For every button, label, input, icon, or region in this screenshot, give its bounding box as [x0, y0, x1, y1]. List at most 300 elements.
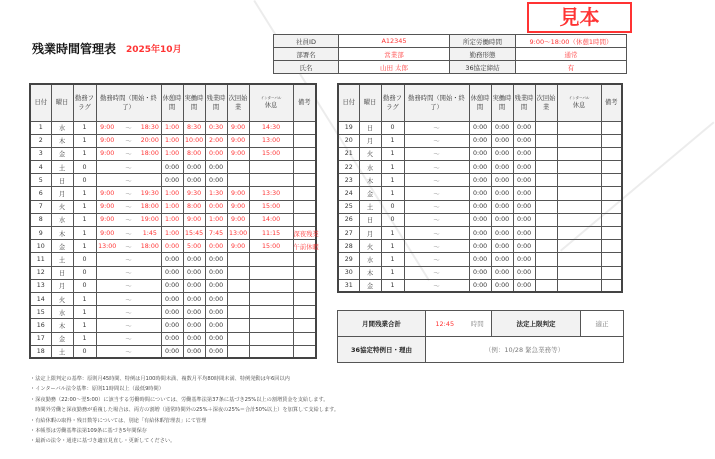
table-row — [30, 306, 316, 319]
work-flag-cell: 1 — [381, 240, 404, 253]
break-cell: 0:00 — [161, 266, 183, 279]
start-time-cell: 13:00 — [96, 240, 118, 253]
next-start-cell — [227, 292, 249, 305]
next-start-cell — [227, 319, 249, 332]
info-label: 氏名 — [274, 61, 339, 74]
start-time-cell: 9:00 — [96, 187, 118, 200]
tilde-cell: ～ — [118, 279, 139, 292]
actual-cell: 8:30 — [183, 121, 205, 134]
col-interval — [557, 84, 601, 121]
day-cell: 19 — [338, 121, 359, 134]
monthly-overtime-unit: 時間 — [464, 311, 492, 337]
next-start-cell — [535, 253, 557, 266]
overtime-cell: 1:00 — [205, 213, 227, 226]
end-time-cell: 18:30 — [139, 121, 161, 134]
day-cell: 4 — [30, 161, 51, 174]
tilde-cell: ～ — [426, 161, 447, 174]
actual-cell: 0:00 — [183, 279, 205, 292]
weekday-cell: 金 — [359, 187, 381, 200]
tilde-cell: ～ — [118, 266, 139, 279]
work-flag-cell: 1 — [73, 227, 96, 240]
start-time-cell: 9:00 — [96, 134, 118, 147]
start-time-cell — [404, 200, 426, 213]
next-start-cell — [227, 174, 249, 187]
break-cell: 0:00 — [161, 253, 183, 266]
actual-cell: 0:00 — [491, 240, 513, 253]
weekday-cell: 木 — [51, 227, 73, 240]
info-label: 社員ID — [274, 35, 339, 48]
next-start-cell — [535, 134, 557, 147]
tilde-cell: ～ — [118, 161, 139, 174]
tilde-cell: ～ — [118, 306, 139, 319]
overtime-cell: 0:00 — [513, 227, 535, 240]
next-start-cell — [227, 306, 249, 319]
interval-cell — [249, 279, 293, 292]
actual-cell: 0:00 — [183, 161, 205, 174]
next-start-cell — [535, 227, 557, 240]
work-flag-cell: 1 — [73, 147, 96, 160]
actual-cell: 0:00 — [491, 161, 513, 174]
start-time-cell: 9:00 — [96, 227, 118, 240]
start-time-cell — [96, 332, 118, 345]
end-time-cell — [447, 253, 469, 266]
weekday-cell: 火 — [359, 240, 381, 253]
table-row — [338, 174, 622, 187]
note-cell — [601, 161, 622, 174]
tilde-cell: ～ — [426, 213, 447, 226]
overtime-cell: 0:00 — [205, 240, 227, 253]
note-cell — [601, 213, 622, 226]
break-cell: 0:00 — [161, 161, 183, 174]
interval-cell — [557, 121, 601, 134]
day-cell: 5 — [30, 174, 51, 187]
attendance-table-left — [29, 83, 317, 359]
next-start-cell — [535, 240, 557, 253]
break-cell: 1:00 — [161, 227, 183, 240]
work-flag-cell: 1 — [73, 306, 96, 319]
next-start-cell — [227, 253, 249, 266]
start-time-cell — [96, 279, 118, 292]
next-start-cell — [535, 279, 557, 292]
break-cell: 0:00 — [469, 121, 491, 134]
work-flag-cell: 1 — [73, 121, 96, 134]
start-time-cell — [404, 121, 426, 134]
actual-cell: 0:00 — [491, 227, 513, 240]
actual-cell: 8:00 — [183, 200, 205, 213]
weekday-cell: 木 — [51, 134, 73, 147]
employee-info-table — [273, 34, 627, 74]
note-cell — [293, 121, 316, 134]
tilde-cell: ～ — [118, 174, 139, 187]
tilde-cell: ～ — [426, 147, 447, 160]
note-cell — [293, 213, 316, 226]
col-day: 日付 — [338, 84, 359, 121]
work-flag-cell: 0 — [73, 279, 96, 292]
interval-cell — [557, 227, 601, 240]
day-cell: 28 — [338, 240, 359, 253]
interval-cell: 13:00 — [249, 134, 293, 147]
table-row — [30, 227, 316, 240]
actual-cell: 0:00 — [491, 174, 513, 187]
info-value: 9:00～18:00（休憩1時間） — [516, 35, 627, 48]
end-time-cell: 1:45 — [139, 227, 161, 240]
interval-cell — [249, 306, 293, 319]
note-cell — [293, 292, 316, 305]
tilde-cell: ～ — [118, 227, 139, 240]
break-cell: 0:00 — [469, 279, 491, 292]
break-cell: 0:00 — [469, 266, 491, 279]
note-cell: 深夜残業 — [293, 227, 316, 240]
next-start-cell — [227, 332, 249, 345]
tilde-cell: ～ — [426, 174, 447, 187]
start-time-cell — [96, 161, 118, 174]
work-flag-cell: 1 — [381, 266, 404, 279]
table-row — [30, 319, 316, 332]
next-start-cell — [535, 161, 557, 174]
work-flag-cell: 1 — [73, 213, 96, 226]
overtime-cell: 0:00 — [205, 319, 227, 332]
table-row — [338, 134, 622, 147]
info-label: 36協定締結 — [450, 61, 516, 74]
note-cell — [601, 266, 622, 279]
col-overtime: 残業時間 — [513, 84, 535, 121]
note-cell — [601, 279, 622, 292]
overtime-cell: 7:45 — [205, 227, 227, 240]
interval-cell — [557, 213, 601, 226]
weekday-cell: 水 — [51, 213, 73, 226]
table-row — [30, 147, 316, 160]
interval-cell — [557, 134, 601, 147]
day-cell: 9 — [30, 227, 51, 240]
break-cell: 0:00 — [469, 240, 491, 253]
interval-cell — [249, 345, 293, 358]
note-cell — [293, 253, 316, 266]
next-start-cell: 9:00 — [227, 134, 249, 147]
table-row — [30, 161, 316, 174]
weekday-cell: 水 — [359, 161, 381, 174]
note-cell — [293, 279, 316, 292]
break-cell: 0:00 — [469, 253, 491, 266]
overtime-cell: 0:00 — [513, 147, 535, 160]
end-time-cell — [139, 332, 161, 345]
interval-cell — [249, 266, 293, 279]
end-time-cell: 18:00 — [139, 200, 161, 213]
end-time-cell — [447, 227, 469, 240]
overtime-cell: 0:00 — [513, 134, 535, 147]
col-note: 備考 — [293, 84, 316, 121]
interval-cell: 15:00 — [249, 240, 293, 253]
note-cell — [601, 187, 622, 200]
table-row — [338, 213, 622, 226]
next-start-cell — [535, 266, 557, 279]
next-start-cell — [535, 187, 557, 200]
tilde-cell: ～ — [426, 121, 447, 134]
info-label: 部署名 — [274, 48, 339, 61]
break-cell: 0:00 — [161, 345, 183, 358]
table-row — [30, 253, 316, 266]
tilde-cell: ～ — [118, 240, 139, 253]
col-interval — [249, 84, 293, 121]
note-line: ・最新の法令・通達に基づき適宜見直し・更新してください。 — [30, 438, 176, 445]
day-cell: 10 — [30, 240, 51, 253]
work-flag-cell: 1 — [381, 227, 404, 240]
tilde-cell: ～ — [118, 292, 139, 305]
table-row — [30, 200, 316, 213]
weekday-cell: 水 — [359, 253, 381, 266]
interval-cell — [557, 253, 601, 266]
day-cell: 30 — [338, 266, 359, 279]
summary-table — [337, 310, 624, 363]
tilde-cell: ～ — [426, 227, 447, 240]
work-flag-cell: 0 — [381, 213, 404, 226]
day-cell: 3 — [30, 147, 51, 160]
note-cell — [293, 147, 316, 160]
tilde-cell: ～ — [426, 279, 447, 292]
legal-limit-label: 法定上限判定 — [492, 311, 581, 337]
end-time-cell: 20:00 — [139, 134, 161, 147]
info-label: 所定労働時間 — [450, 35, 516, 48]
work-flag-cell: 1 — [381, 253, 404, 266]
table-row — [338, 279, 622, 292]
day-cell: 17 — [30, 332, 51, 345]
actual-cell: 0:00 — [183, 266, 205, 279]
overtime-cell: 0:30 — [205, 121, 227, 134]
interval-cell — [249, 332, 293, 345]
work-flag-cell: 0 — [73, 345, 96, 358]
col-flag: 勤務フラグ — [73, 84, 96, 121]
day-cell: 29 — [338, 253, 359, 266]
table-row — [30, 187, 316, 200]
weekday-cell: 金 — [51, 240, 73, 253]
break-cell: 1:00 — [161, 147, 183, 160]
overtime-cell: 0:00 — [205, 253, 227, 266]
break-cell: 0:00 — [161, 279, 183, 292]
day-cell: 15 — [30, 306, 51, 319]
day-cell: 8 — [30, 213, 51, 226]
work-flag-cell: 0 — [73, 174, 96, 187]
info-value: A12345 — [339, 35, 450, 48]
next-start-cell — [227, 279, 249, 292]
actual-cell: 0:00 — [183, 306, 205, 319]
overtime-cell: 0:00 — [513, 187, 535, 200]
end-time-cell — [447, 279, 469, 292]
start-time-cell — [404, 134, 426, 147]
day-cell: 21 — [338, 147, 359, 160]
actual-cell: 8:00 — [183, 147, 205, 160]
overtime-cell: 0:00 — [513, 279, 535, 292]
day-cell: 7 — [30, 200, 51, 213]
break-cell: 0:00 — [161, 306, 183, 319]
actual-cell: 0:00 — [183, 292, 205, 305]
table-row — [338, 161, 622, 174]
end-time-cell — [447, 187, 469, 200]
interval-cell — [557, 174, 601, 187]
month-label: 2025年10月 — [126, 45, 182, 55]
special-day-label: 36協定特例日・理由 — [338, 337, 426, 363]
weekday-cell: 日 — [51, 266, 73, 279]
next-start-cell: 9:00 — [227, 147, 249, 160]
actual-cell: 0:00 — [491, 200, 513, 213]
day-cell: 18 — [30, 345, 51, 358]
day-cell: 16 — [30, 319, 51, 332]
start-time-cell: 9:00 — [96, 213, 118, 226]
work-flag-cell: 1 — [381, 279, 404, 292]
weekday-cell: 土 — [51, 253, 73, 266]
sample-stamp: 見本 — [527, 2, 632, 33]
table-row — [338, 266, 622, 279]
interval-cell — [557, 147, 601, 160]
note-cell — [293, 200, 316, 213]
header-row — [338, 84, 622, 121]
start-time-cell — [404, 227, 426, 240]
start-time-cell — [96, 253, 118, 266]
table-row — [30, 332, 316, 345]
note-cell — [601, 121, 622, 134]
day-cell: 22 — [338, 161, 359, 174]
end-time-cell — [139, 345, 161, 358]
work-flag-cell: 1 — [73, 319, 96, 332]
col-interval-small: インターバル — [568, 95, 590, 100]
interval-cell — [557, 240, 601, 253]
col-flag: 勤務フラグ — [381, 84, 404, 121]
work-flag-cell: 1 — [381, 187, 404, 200]
day-cell: 20 — [338, 134, 359, 147]
end-time-cell — [447, 147, 469, 160]
actual-cell: 0:00 — [183, 174, 205, 187]
overtime-cell: 0:00 — [205, 306, 227, 319]
break-cell: 0:00 — [161, 240, 183, 253]
weekday-cell: 火 — [51, 200, 73, 213]
col-work-time: 勤務時間（開始・終了） — [404, 84, 469, 121]
info-value: 営業部 — [339, 48, 450, 61]
note-cell — [293, 332, 316, 345]
next-start-cell — [535, 147, 557, 160]
break-cell: 0:00 — [469, 147, 491, 160]
table-row — [30, 121, 316, 134]
day-cell: 12 — [30, 266, 51, 279]
actual-cell: 0:00 — [491, 266, 513, 279]
end-time-cell — [447, 174, 469, 187]
col-next-start: 次回始業 — [227, 84, 249, 121]
work-flag-cell: 0 — [73, 253, 96, 266]
weekday-cell: 月 — [359, 227, 381, 240]
day-cell: 31 — [338, 279, 359, 292]
work-flag-cell: 1 — [381, 174, 404, 187]
start-time-cell — [96, 174, 118, 187]
table-row — [30, 279, 316, 292]
special-day-value: （例：10/28 緊急業務等） — [426, 337, 624, 363]
note-line: ・法定上限判定の基準：原則月45時間、特例は月100時間未満、複数月平均80時間未満、特例発動は年6回以内 — [30, 376, 290, 382]
break-cell: 0:00 — [469, 134, 491, 147]
weekday-cell: 金 — [359, 279, 381, 292]
table-row — [338, 253, 622, 266]
tilde-cell: ～ — [426, 253, 447, 266]
table-row — [30, 292, 316, 305]
weekday-cell: 月 — [51, 187, 73, 200]
note-line: ・本帳票は労働基準法第109条に基づき5年間保存 — [30, 428, 147, 435]
end-time-cell — [139, 319, 161, 332]
interval-cell: 14:00 — [249, 213, 293, 226]
col-break: 休憩時間 — [161, 84, 183, 121]
weekday-cell: 月 — [359, 134, 381, 147]
end-time-cell — [139, 266, 161, 279]
day-cell: 11 — [30, 253, 51, 266]
tilde-cell: ～ — [118, 253, 139, 266]
note-cell — [293, 174, 316, 187]
break-cell: 1:00 — [161, 121, 183, 134]
start-time-cell — [404, 161, 426, 174]
tilde-cell: ～ — [426, 134, 447, 147]
interval-cell — [249, 253, 293, 266]
note-line: ・有給休暇の取得・残日数等については、別途「有給休暇管理表」にて管理 — [30, 417, 207, 424]
info-row — [274, 48, 627, 61]
info-label: 勤務形態 — [450, 48, 516, 61]
table-row — [30, 240, 316, 253]
start-time-cell: 9:00 — [96, 121, 118, 134]
note-cell — [293, 345, 316, 358]
tilde-cell: ～ — [118, 147, 139, 160]
actual-cell: 9:30 — [183, 187, 205, 200]
end-time-cell — [139, 279, 161, 292]
interval-cell — [249, 161, 293, 174]
interval-cell — [557, 200, 601, 213]
day-cell: 24 — [338, 187, 359, 200]
day-cell: 13 — [30, 279, 51, 292]
note-cell — [601, 134, 622, 147]
actual-cell: 0:00 — [183, 253, 205, 266]
interval-cell — [249, 174, 293, 187]
tilde-cell: ～ — [118, 187, 139, 200]
break-cell: 1:00 — [161, 134, 183, 147]
actual-cell: 0:00 — [183, 319, 205, 332]
next-start-cell — [535, 174, 557, 187]
interval-cell — [249, 319, 293, 332]
header-row — [30, 84, 316, 121]
overtime-cell: 0:00 — [513, 161, 535, 174]
interval-cell — [249, 292, 293, 305]
overtime-cell: 0:00 — [205, 332, 227, 345]
work-flag-cell: 1 — [381, 147, 404, 160]
actual-cell: 0:00 — [491, 187, 513, 200]
tilde-cell: ～ — [118, 332, 139, 345]
col-break: 休憩時間 — [469, 84, 491, 121]
note-cell — [293, 161, 316, 174]
actual-cell: 0:00 — [491, 147, 513, 160]
work-flag-cell: 1 — [73, 187, 96, 200]
note-cell — [601, 253, 622, 266]
actual-cell: 0:00 — [491, 213, 513, 226]
interval-cell: 14:30 — [249, 121, 293, 134]
overtime-cell: 1:30 — [205, 187, 227, 200]
end-time-cell — [447, 134, 469, 147]
break-cell: 0:00 — [161, 174, 183, 187]
col-work-time: 勤務時間（開始・終了） — [96, 84, 161, 121]
table-row — [338, 200, 622, 213]
col-dow: 曜日 — [359, 84, 381, 121]
overtime-cell: 0:00 — [205, 279, 227, 292]
weekday-cell: 日 — [359, 213, 381, 226]
end-time-cell — [139, 253, 161, 266]
overtime-cell: 0:00 — [513, 266, 535, 279]
actual-cell: 0:00 — [491, 253, 513, 266]
weekday-cell: 土 — [51, 161, 73, 174]
note-cell — [601, 200, 622, 213]
end-time-cell — [139, 306, 161, 319]
tilde-cell: ～ — [426, 266, 447, 279]
day-cell: 1 — [30, 121, 51, 134]
start-time-cell — [96, 306, 118, 319]
note-line: 時間外労働と深夜勤務が重複した場合は、両方の割増（通常時間外の25%＋深夜の25%＝合計50%以上）を加算して支給します。 — [30, 407, 340, 414]
